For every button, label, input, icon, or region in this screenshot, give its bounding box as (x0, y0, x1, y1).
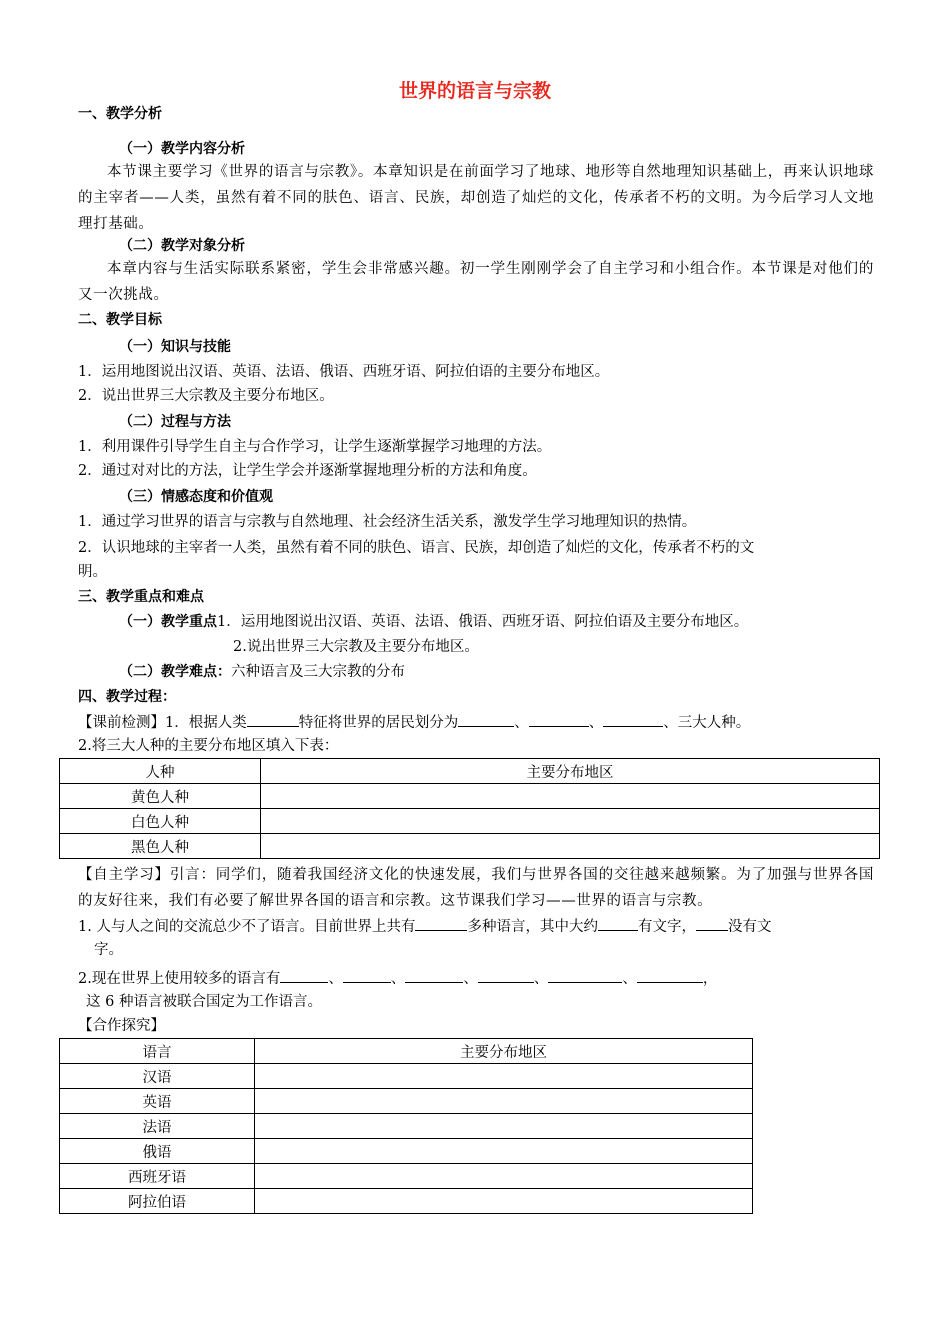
pre-check-item-2: 2.将三大人种的主要分布地区填入下表： (78, 738, 339, 754)
q2-sep: 、 (328, 971, 343, 987)
race-region-input[interactable] (261, 809, 880, 834)
question-2-line (78, 967, 717, 989)
q2-sep: 、 (533, 971, 549, 987)
blank-language-1[interactable] (280, 967, 328, 983)
section-4-heading: 四、教学过程： (78, 689, 176, 705)
blank-language-2[interactable] (343, 967, 391, 983)
table-row (60, 1164, 753, 1189)
language-cell: 法语 (60, 1114, 255, 1139)
race-header-race: 人种 (60, 759, 261, 784)
section-2-sub-1: （一）知识与技能 (119, 339, 231, 355)
table-row (60, 784, 880, 809)
q1-text-b: 多种语言，其中大约 (467, 919, 598, 935)
race-cell: 白色人种 (60, 809, 261, 834)
blank-language-5[interactable] (548, 967, 622, 983)
q1-text-d: 没有文 (727, 919, 772, 935)
table-row (60, 834, 880, 859)
language-region-input[interactable] (255, 1064, 753, 1089)
pre-check-text-b: 特征将世界的居民划分为 (298, 715, 459, 731)
pre-check-sep-2: 、 (588, 715, 604, 731)
blank-language-6[interactable] (637, 967, 703, 983)
language-cell: 西班牙语 (60, 1164, 255, 1189)
blank-without-writing[interactable] (696, 915, 728, 931)
table-row (60, 1189, 753, 1214)
question-1-line (78, 915, 771, 937)
page-title: 世界的语言与宗教 (398, 80, 551, 102)
table-header-row (60, 759, 880, 784)
language-region-input[interactable] (255, 1164, 753, 1189)
q2-sep: 、 (390, 971, 406, 987)
emotion-item-1: 1．通过学习世界的语言与宗教与自然地理、社会经济生活关系，激发学生学习地理知识的热情。 (78, 514, 697, 530)
key-point-line (119, 612, 748, 632)
table-row (60, 1064, 753, 1089)
language-cell: 英语 (60, 1089, 255, 1114)
language-cell: 汉语 (60, 1064, 255, 1089)
knowledge-item-2: 2．说出世界三大宗教及主要分布地区。 (78, 388, 334, 404)
table-row (60, 809, 880, 834)
key-point-2: 2.说出世界三大宗教及主要分布地区。 (233, 639, 479, 655)
pre-check-sep-1: 、 (514, 715, 529, 731)
method-item-1: 1．利用课件引导学生自主与合作学习，让学生逐渐掌握学习地理的方法。 (78, 439, 552, 455)
blank-race-2[interactable] (529, 711, 589, 727)
blank-language-3[interactable] (405, 967, 463, 983)
race-cell: 黑色人种 (60, 834, 261, 859)
section-1-sub-2: （二）教学对象分析 (119, 238, 245, 254)
difficulty-text: 六种语言及三大宗教的分布 (231, 664, 405, 680)
table-row (60, 1139, 753, 1164)
lang-header-language: 语言 (60, 1039, 255, 1064)
blank-race-3[interactable] (603, 711, 663, 727)
self-study-text: 引言：同学们，随着我国经济文化的快速发展，我们与世界各国的交往越来越频繁。为了加强与世界各国的友好往来，我们有必要了解世界各国的语言和宗教。这节课我们学习——世界的语言与宗教。 (78, 867, 874, 909)
section-3-heading: 三、教学重点和难点 (78, 589, 204, 605)
blank-race-1[interactable] (458, 711, 514, 727)
language-region-input[interactable] (255, 1089, 753, 1114)
question-1-cont: 字。 (94, 942, 123, 958)
table-header-row (60, 1039, 753, 1064)
section-2-sub-2: （二）过程与方法 (119, 414, 231, 430)
emotion-item-2-cont: 明。 (78, 564, 107, 580)
race-header-region: 主要分布地区 (261, 759, 880, 784)
q2-sep: 、 (622, 971, 637, 987)
cooperative-label: 【合作探究】 (78, 1018, 165, 1034)
section-1-heading: 一、教学分析 (78, 106, 162, 122)
language-cell: 俄语 (60, 1139, 255, 1164)
pre-check-line (78, 711, 750, 733)
blank-with-writing[interactable] (598, 915, 638, 931)
race-cell: 黄色人种 (60, 784, 261, 809)
language-region-input[interactable] (255, 1139, 753, 1164)
language-region-input[interactable] (255, 1114, 753, 1139)
blank-feature[interactable] (247, 711, 299, 727)
method-item-2: 2．通过对对比的方法，让学生学会并逐渐掌握地理分析的方法和角度。 (78, 463, 537, 479)
knowledge-item-1: 1．运用地图说出汉语、英语、法语、俄语、西班牙语、阿拉伯语的主要分布地区。 (78, 364, 610, 380)
language-cell: 阿拉伯语 (60, 1189, 255, 1214)
self-study-label: 【自主学习】 (78, 867, 170, 883)
race-region-input[interactable] (261, 784, 880, 809)
race-table (59, 758, 880, 859)
language-region-input[interactable] (255, 1189, 753, 1214)
section-1-sub-1: （一）教学内容分析 (119, 141, 245, 157)
difficulty-line (119, 662, 405, 682)
blank-language-4[interactable] (478, 967, 534, 983)
section-2-heading: 二、教学目标 (78, 312, 162, 328)
q2-sep: 、 (463, 971, 478, 987)
section-2-sub-3: （三）情感态度和价值观 (119, 489, 273, 505)
key-point-1: 1．运用地图说出汉语、英语、法语、俄语、西班牙语、阿拉伯语及主要分布地区。 (217, 614, 749, 630)
pre-check-text-a: 1．根据人类 (165, 715, 247, 731)
q1-text-a: 1. 人与人之间的交流总少不了语言。目前世界上共有 (78, 919, 416, 935)
q2-end: ， (702, 971, 718, 987)
emotion-item-2: 2．认识地球的主宰者一人类，虽然有着不同的肤色、语言、民族，却创造了灿烂的文化，传承者不朽的文 (78, 540, 755, 556)
q2-text: 2.现在世界上使用较多的语言有 (78, 971, 281, 987)
language-table (59, 1038, 753, 1214)
blank-language-count[interactable] (415, 915, 467, 931)
pre-check-sep-3: 、三大人种。 (663, 715, 751, 731)
q1-text-c: 有文字， (637, 919, 696, 935)
table-row (60, 1114, 753, 1139)
question-2-note: 这 6 种语言被联合国定为工作语言。 (86, 994, 322, 1010)
section-1-paragraph-2: 本章内容与生活实际联系紧密，学生会非常感兴趣。初一学生刚刚学会了自主学习和小组合作。本节课是对他们的又一次挑战。 (78, 261, 874, 303)
table-row (60, 1089, 753, 1114)
race-region-input[interactable] (261, 834, 880, 859)
pre-check-label: 【课前检测】 (78, 715, 165, 731)
key-point-label: （一）教学重点 (119, 614, 217, 630)
difficulty-label: （二）教学难点： (119, 664, 231, 680)
self-study-paragraph (78, 862, 874, 914)
section-1-paragraph-1: 本节课主要学习《世界的语言与宗教》。本章知识是在前面学习了地球、地形等自然地理知识基础上，再来认识地球的主宰者——人类，虽然有着不同的肤色、语言、民族，却创造了灿烂的文化，传承者不朽的文明。为今后学习人文地理打基础。 (78, 164, 874, 232)
lang-header-region: 主要分布地区 (255, 1039, 753, 1064)
